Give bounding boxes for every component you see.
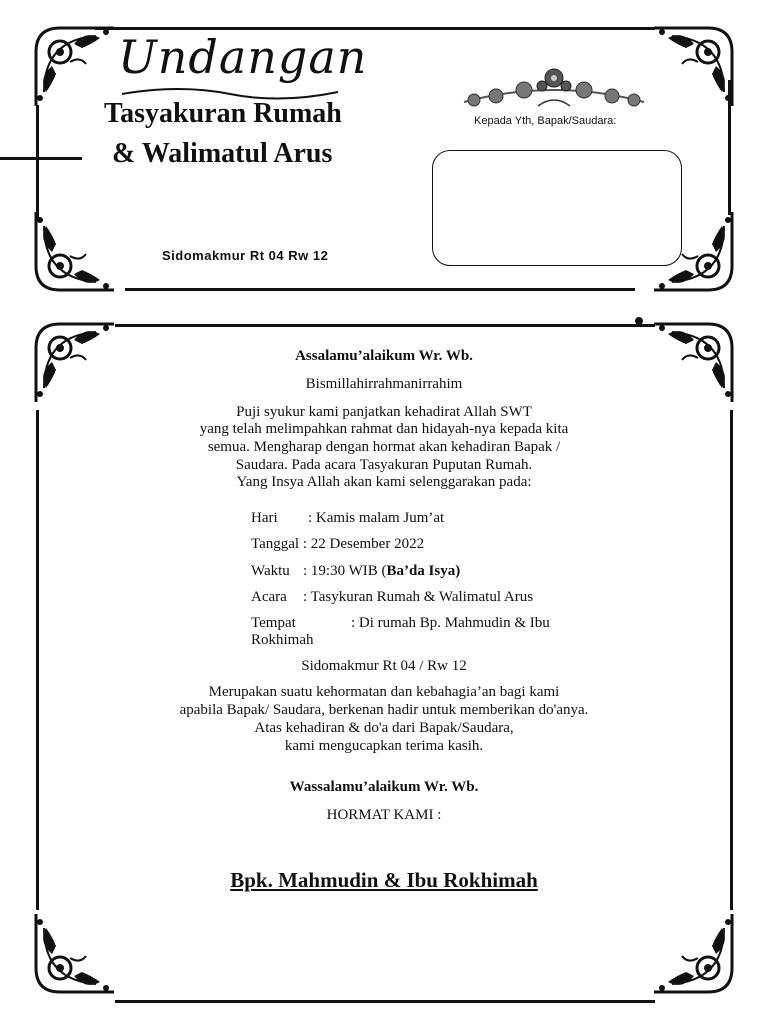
ornament-corner-icon [30, 206, 120, 296]
intro-line: semua. Mengharap dengan hormat akan kehadiran Bapak / [207, 439, 561, 455]
detail-place-label: Tempat [251, 615, 296, 631]
detail-place-cont: Rokhimah [251, 632, 314, 648]
top-frame-left-line [36, 105, 39, 220]
main-frame-top-line [115, 324, 655, 327]
header-address: Sidomakmur Rt 04 Rw 12 [162, 248, 329, 263]
detail-time-end: ) [455, 563, 461, 579]
title-line-2: & Walimatul Arus [112, 138, 333, 169]
intro-line: Yang Insya Allah akan kami selenggarakan pada: [236, 474, 532, 490]
basmalah: Bismillahirrahmanirrahim [305, 376, 463, 392]
salam-penutup: Wassalamu’alaikum Wr. Wb. [289, 779, 479, 795]
greeting: Assalamu’alaikum Wr. Wb. [295, 348, 473, 364]
ornament-corner-icon [30, 908, 120, 998]
closing-line: Merupakan suatu kehormatan dan kebahagia’an bagi kami [208, 684, 560, 700]
detail-day-label: Hari [251, 510, 278, 526]
detail-date-value: : 22 Desember 2022 [302, 536, 425, 552]
detail-time [251, 563, 460, 580]
detail-place [251, 615, 550, 632]
intro-line: Puji syukur kami panjatkan kehadirat Allah SWT [236, 404, 532, 420]
dot-icon [634, 316, 644, 326]
place-address: Sidomakmur Rt 04 / Rw 12 [301, 658, 467, 674]
closing-line: Atas kehadiran & do'a dari Bapak/Saudara, [254, 720, 514, 736]
ornament-corner-icon [648, 22, 738, 112]
intro-line: Saudara. Pada acara Tasyakuran Puputan Rumah. [235, 457, 533, 473]
top-frame-bottom-line [125, 288, 635, 291]
recipient-name-box[interactable] [432, 150, 682, 266]
cut-line [0, 157, 82, 160]
title-line-1: Tasyakuran Rumah [104, 98, 342, 129]
detail-time-label: Waktu [251, 563, 290, 579]
detail-event [251, 589, 533, 606]
detail-time-bold: Ba’da Isya [386, 563, 456, 579]
detail-place-value: : Di rumah Bp. Mahmudin & Ibu [351, 615, 550, 631]
closing-line: apabila Bapak/ Saudara, berkenan hadir untuk memberikan do'anya. [179, 702, 589, 718]
recipient-label: Kepada Yth, Bapak/Saudara: [474, 115, 617, 127]
script-title: Undangan [118, 30, 368, 84]
detail-event-label: Acara [251, 589, 287, 605]
detail-day [251, 510, 444, 527]
detail-day-value: : Kamis malam Jum’at [308, 510, 445, 526]
hormat-kami: HORMAT KAMI : [326, 807, 442, 823]
detail-event-value: : Tasykuran Rumah & Walimatul Arus [303, 589, 534, 605]
detail-date-label: Tanggal [251, 536, 300, 552]
intro-line: yang telah melimpahkan rahmat dan hidayah-nya kepada kita [199, 421, 569, 437]
closing-line: kami mengucapkan terima kasih. [284, 738, 484, 754]
detail-date [251, 536, 424, 553]
detail-time-value: : 19:30 WIB ( [303, 563, 387, 579]
signatories: Bpk. Mahmudin & Ibu Rokhimah [230, 868, 538, 892]
main-frame-bottom-line [115, 1000, 655, 1003]
ornament-corner-icon [648, 908, 738, 998]
floral-ornament-icon [460, 64, 648, 114]
